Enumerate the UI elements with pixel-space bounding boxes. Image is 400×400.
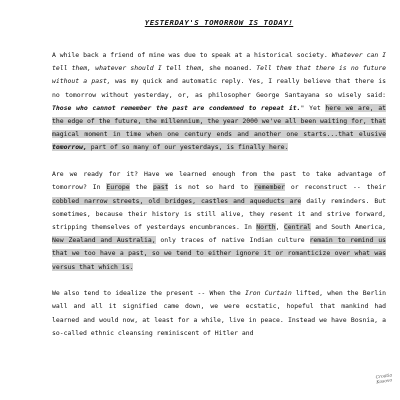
p3-text-2: lifted, when the Berlin wall and all it signified came down, we were ecstatic, hopeful that mankind had learned and would now, at least for a while, live in peace. Instead we have Bosnia, a so-called ethnic cleansing reminiscent of Hitler and xyxy=(52,289,386,337)
p2-text-2: the xyxy=(129,183,153,192)
p1-quote-future: Tell them that there is no future without a past, xyxy=(52,64,386,86)
paragraph-1 xyxy=(52,49,386,155)
p2-text-8: only traces of native Indian culture xyxy=(155,236,310,245)
p2-text-3: is not so hard to xyxy=(168,183,255,192)
paragraph-2 xyxy=(52,168,386,274)
p1-santayana-quote: Those who cannot remember the past are condemned to repeat it. xyxy=(52,103,301,112)
p1-highlight-tomorrow: tomorrow, xyxy=(52,143,87,152)
p2-highlight-central: Central xyxy=(283,222,311,231)
p1-highlight-yesterdays: part of so many of our yesterdays, is finally here. xyxy=(86,143,289,152)
handwritten-margin-note: Croatia Kosovo xyxy=(375,373,393,386)
p1-text-3: was my quick and automatic reply. Yes, I really believe that there is no tomorrow without yesterday, or, as philosopher George Santayana so wisely said: xyxy=(52,77,386,99)
p3-iron-curtain: Iron Curtain xyxy=(244,289,292,298)
p2-text-5: daily reminders. But sometimes, because their history is still alive, they resent it and strive forward, stripping themselves of yesterdays encumbrances. In xyxy=(52,196,386,231)
p2-highlight-streets: cobbled narrow streets, old bridges, castles and aqueducts are xyxy=(52,196,302,205)
p3-text-1: We also tend to idealize the present -- When the xyxy=(52,289,245,298)
p2-highlight-new-zealand: New Zealand and Australia, xyxy=(52,236,156,245)
p1-text-1: A while back a friend of mine was due to speak at a historical society. xyxy=(52,51,332,59)
p2-text-6: , xyxy=(275,222,284,231)
p2-highlight-europe: Europe xyxy=(106,183,130,192)
document-title: YESTERDAY'S TOMORROW IS TODAY! xyxy=(144,18,294,27)
p1-text-4: " Yet xyxy=(300,103,326,112)
p2-text-1: Are we ready for it? Have we learned enough from the past to take advantage of tomorrow? In xyxy=(52,170,386,192)
p1-highlight-edge: here we are, at the edge of the future, the millennium, the year 2000 we've all been waiting for, that magical moment in time when one century ends and another one starts...that elusive xyxy=(52,103,387,139)
p2-highlight-remember: remember xyxy=(254,183,286,192)
paragraph-3 xyxy=(52,287,386,340)
p2-highlight-remain: remain to remind us that we too have a past, so we tend to either ignore it or romanticize over what was versus that which is. xyxy=(52,236,386,271)
p2-text-7: and South America, xyxy=(310,222,386,231)
p1-text-2: she moaned. xyxy=(204,64,257,73)
p2-text-4: or reconstruct -- their xyxy=(285,183,386,192)
p1-quote-whatever: Whatever can I tell them, whatever should I tell them, xyxy=(52,51,386,73)
p2-highlight-past: past xyxy=(152,183,169,192)
p2-highlight-north: North xyxy=(256,222,276,231)
